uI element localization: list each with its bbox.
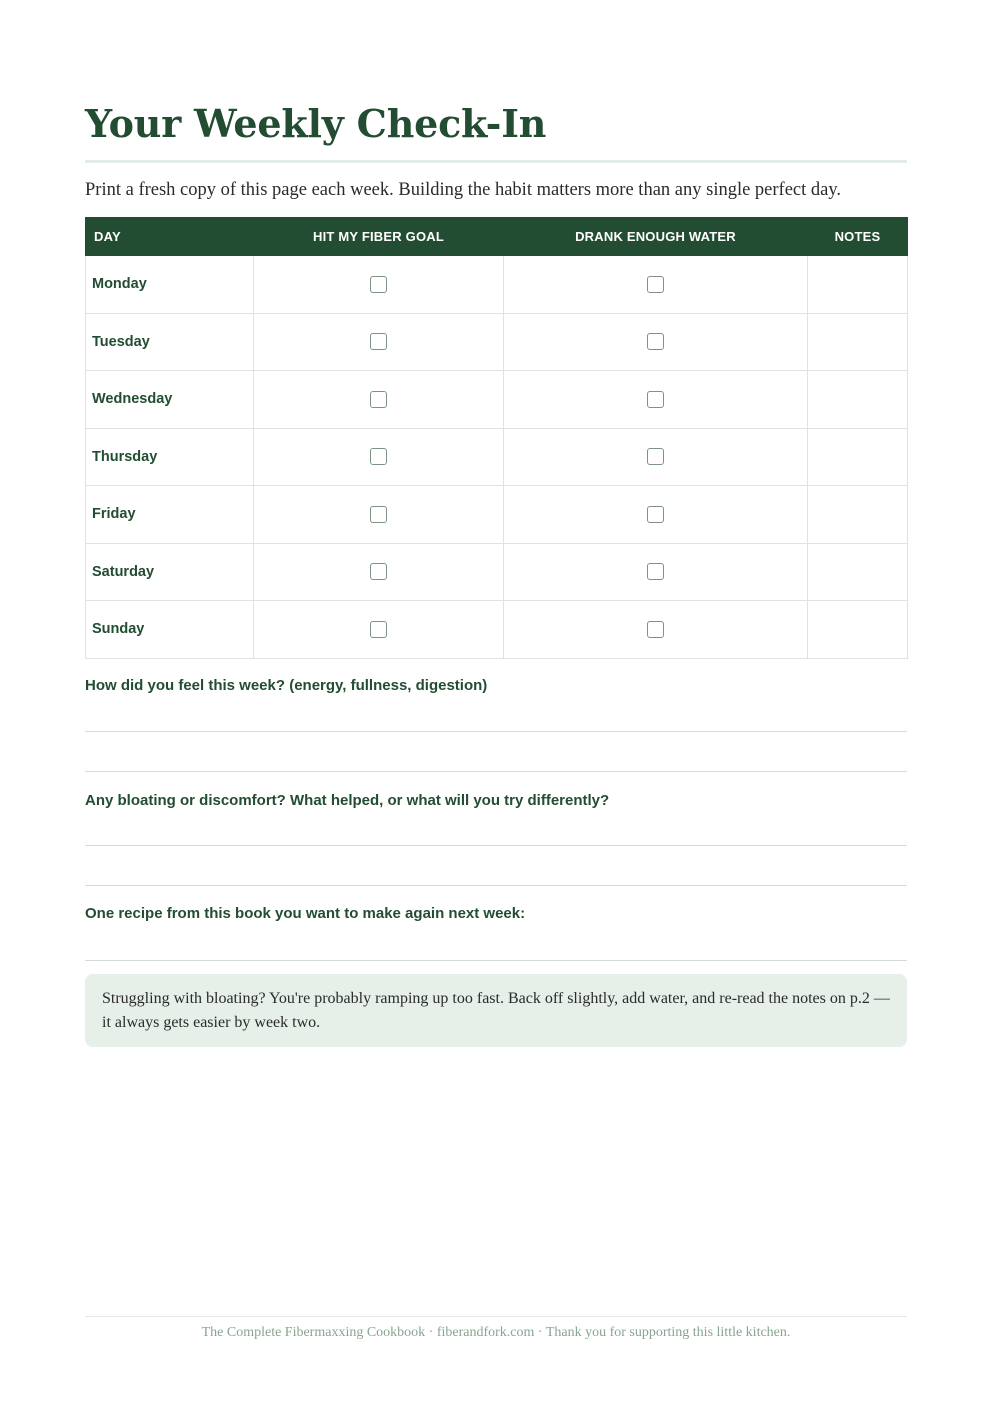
table-row <box>86 313 908 371</box>
water-cell <box>504 486 808 544</box>
notes-cell[interactable] <box>808 371 908 429</box>
fiber-cell <box>254 486 504 544</box>
intro-text: Print a fresh copy of this page each week. Building the habit matters more than any single perfect day. <box>85 180 842 200</box>
answer-line[interactable] <box>85 731 907 732</box>
day-label: Tuesday <box>86 313 254 371</box>
notes-cell[interactable] <box>808 543 908 601</box>
fiber-cell <box>254 371 504 429</box>
header-notes: NOTES <box>808 218 908 256</box>
fiber-goal-checkbox[interactable] <box>370 333 387 350</box>
fiber-cell <box>254 428 504 486</box>
fiber-cell <box>254 256 504 314</box>
fiber-cell <box>254 601 504 659</box>
notes-cell[interactable] <box>808 486 908 544</box>
water-cell <box>504 371 808 429</box>
day-label: Thursday <box>86 428 254 486</box>
fiber-goal-checkbox[interactable] <box>370 621 387 638</box>
water-cell <box>504 256 808 314</box>
question-bloating: Any bloating or discomfort? What helped, or what will you try differently? <box>85 792 610 809</box>
water-checkbox[interactable] <box>647 448 664 465</box>
question-feelings: How did you feel this week? (energy, fullness, digestion) <box>85 677 488 694</box>
answer-line[interactable] <box>85 845 907 846</box>
day-label: Wednesday <box>86 371 254 429</box>
day-label: Sunday <box>86 601 254 659</box>
question-recipe: One recipe from this book you want to make again next week: <box>85 905 526 922</box>
title-divider <box>85 160 907 163</box>
header-day: DAY <box>86 218 254 256</box>
answer-line[interactable] <box>85 885 907 886</box>
weekly-checkin-page <box>85 0 907 1404</box>
footer-divider <box>85 1316 907 1317</box>
fiber-goal-checkbox[interactable] <box>370 276 387 293</box>
water-checkbox[interactable] <box>647 621 664 638</box>
answer-line[interactable] <box>85 771 907 772</box>
fiber-goal-checkbox[interactable] <box>370 448 387 465</box>
day-label: Saturday <box>86 543 254 601</box>
fiber-goal-checkbox[interactable] <box>370 563 387 580</box>
table-row <box>86 371 908 429</box>
table-row <box>86 428 908 486</box>
page-title: Your Weekly Check-In <box>85 101 547 146</box>
page-footer: The Complete Fibermaxxing Cookbook · fiberandfork.com · Thank you for supporting this little kitchen. <box>201 1325 791 1340</box>
water-cell <box>504 601 808 659</box>
header-fiber-goal: HIT MY FIBER GOAL <box>254 218 504 256</box>
header-water: DRANK ENOUGH WATER <box>504 218 808 256</box>
notes-cell[interactable] <box>808 313 908 371</box>
fiber-goal-checkbox[interactable] <box>370 391 387 408</box>
table-row <box>86 601 908 659</box>
answer-line[interactable] <box>85 960 907 961</box>
water-checkbox[interactable] <box>647 506 664 523</box>
water-cell <box>504 313 808 371</box>
weekly-log-table <box>85 217 908 659</box>
table-row <box>86 543 908 601</box>
water-checkbox[interactable] <box>647 276 664 293</box>
notes-cell[interactable] <box>808 601 908 659</box>
table-row <box>86 486 908 544</box>
water-checkbox[interactable] <box>647 333 664 350</box>
tip-callout: Struggling with bloating? You're probably ramping up too fast. Back off slightly, add water, and re-read the notes on p.2 — it always gets easier by week two. <box>85 974 907 1047</box>
table-header-row <box>86 218 908 256</box>
water-cell <box>504 543 808 601</box>
fiber-goal-checkbox[interactable] <box>370 506 387 523</box>
water-checkbox[interactable] <box>647 563 664 580</box>
notes-cell[interactable] <box>808 256 908 314</box>
water-checkbox[interactable] <box>647 391 664 408</box>
fiber-cell <box>254 313 504 371</box>
table-row <box>86 256 908 314</box>
day-label: Friday <box>86 486 254 544</box>
water-cell <box>504 428 808 486</box>
fiber-cell <box>254 543 504 601</box>
notes-cell[interactable] <box>808 428 908 486</box>
day-label: Monday <box>86 256 254 314</box>
